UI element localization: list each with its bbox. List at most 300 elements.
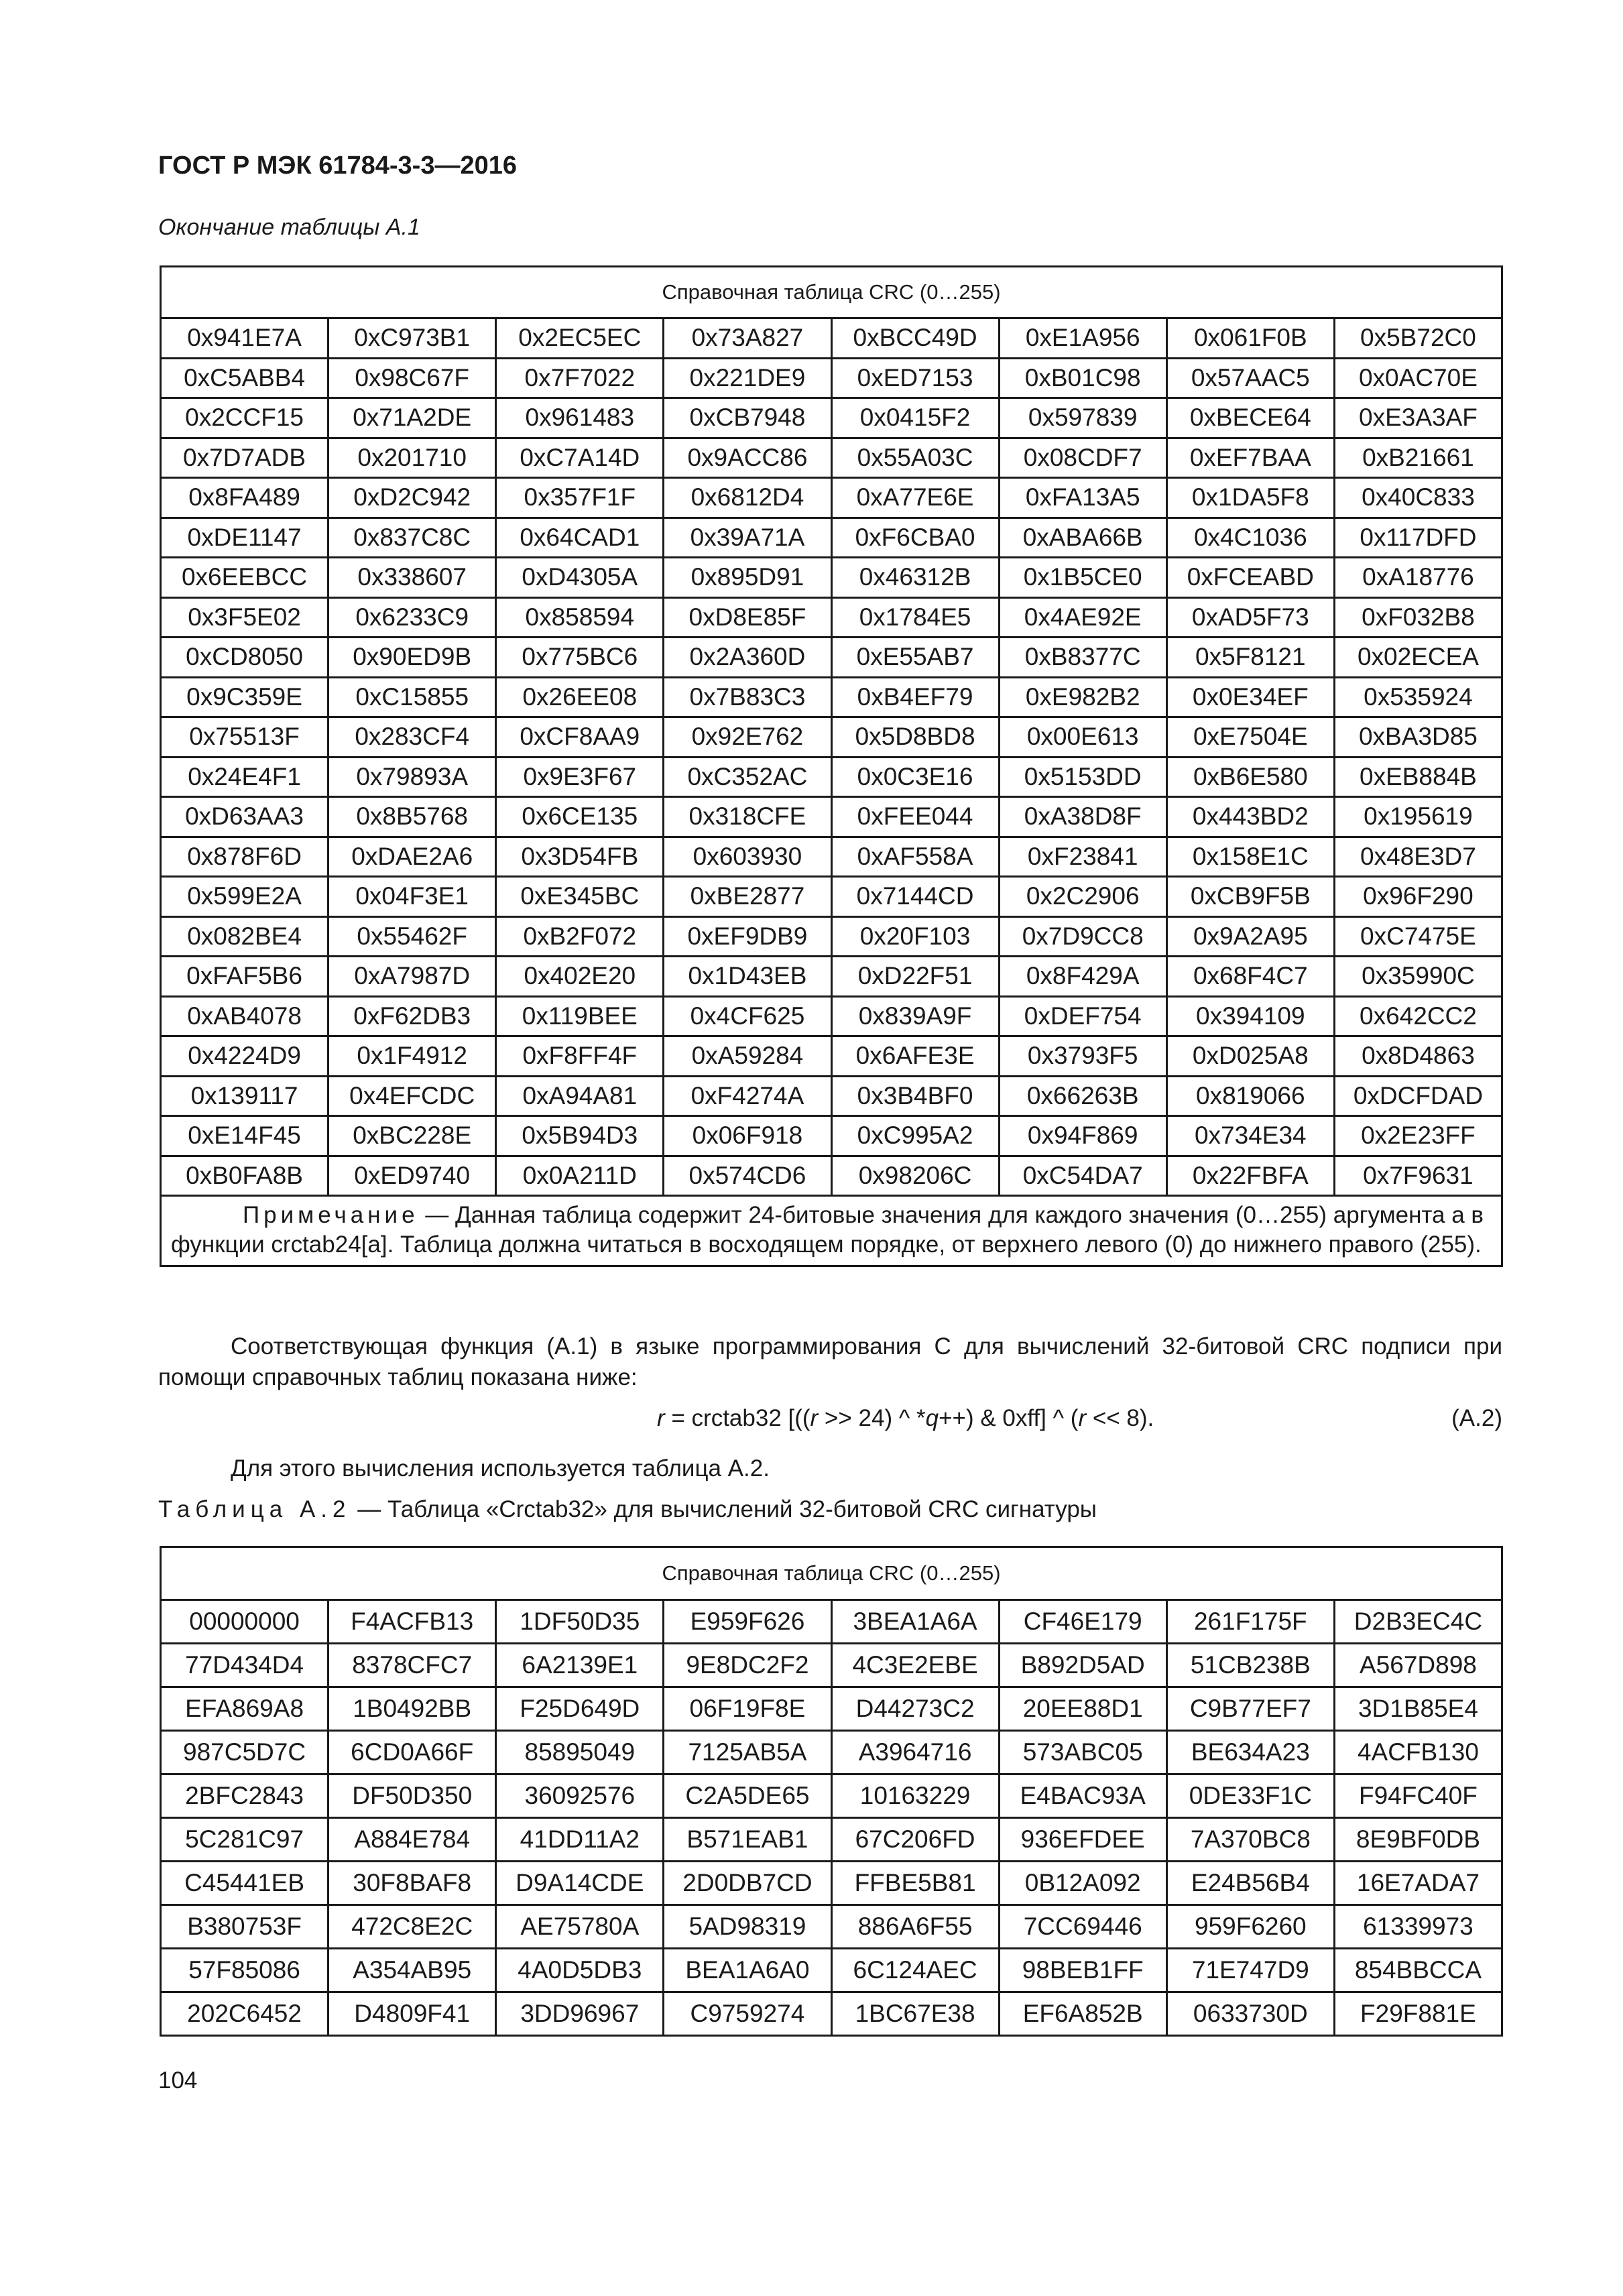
table-cell: 9E8DC2F2 [664, 1644, 831, 1687]
table-cell: 0x775BC6 [496, 638, 664, 678]
table-cell: AE75780A [496, 1905, 664, 1949]
table-cell: 0x0415F2 [831, 398, 999, 438]
table-cell: BE634A23 [1166, 1731, 1334, 1774]
table-cell: 0x4C1036 [1166, 518, 1334, 558]
table-cell: 0xC5ABB4 [161, 358, 328, 398]
table-cell: 0x819066 [1166, 1076, 1334, 1116]
table-cell: 573ABC05 [999, 1731, 1166, 1774]
table-cell: 0x139117 [161, 1076, 328, 1116]
table-cell: 0xA94A81 [496, 1076, 664, 1116]
table-cell: 987C5D7C [161, 1731, 328, 1774]
table-cell: 7125AB5A [664, 1731, 831, 1774]
table-cell: 472C8E2C [328, 1905, 496, 1949]
table-cell: 0xFAF5B6 [161, 957, 328, 997]
table-cell: 0x0AC70E [1334, 358, 1502, 398]
table-cell: 0xD2C942 [328, 478, 496, 518]
table-cell: 0xD8E85F [664, 597, 831, 638]
table-cell: 0xE7504E [1166, 717, 1334, 758]
table-cell: 0x35990C [1334, 957, 1502, 997]
table-cell: 5C281C97 [161, 1818, 328, 1862]
table-cell: 85895049 [496, 1731, 664, 1774]
table-cell: B892D5AD [999, 1644, 1166, 1687]
table-cell: EFA869A8 [161, 1687, 328, 1731]
table-cell: 0x68F4C7 [1166, 957, 1334, 997]
table-cell: F29F881E [1334, 1992, 1502, 2036]
table-cell: 0x55A03C [831, 438, 999, 478]
table-cell: 0x574CD6 [664, 1156, 831, 1196]
table-cell: 0xA7987D [328, 957, 496, 997]
table-cell: 0xC973B1 [328, 318, 496, 359]
table-cell: 0x318CFE [664, 797, 831, 837]
table-cell: 0x117DFD [1334, 518, 1502, 558]
formula-part-1: = crctab32 [(( [664, 1405, 810, 1431]
table-cell: 0xA59284 [664, 1036, 831, 1077]
table-cell: 1DF50D35 [496, 1600, 664, 1644]
table-cell: 0x158E1C [1166, 837, 1334, 877]
table-cell: 0x8F429A [999, 957, 1166, 997]
table-cell: 0x0C3E16 [831, 757, 999, 797]
table-cell: 0x7144CD [831, 877, 999, 917]
table-cell: 0xB2F072 [496, 916, 664, 957]
table-cell: 0x402E20 [496, 957, 664, 997]
table-a1-note-row [161, 1196, 1502, 1266]
table-cell: 0x8FA489 [161, 478, 328, 518]
table-cell: 854BBCCA [1334, 1949, 1502, 1992]
crc32-table-body [161, 1547, 1502, 2036]
table-cell: 0x46312B [831, 558, 999, 598]
table-cell: 0x839A9F [831, 996, 999, 1036]
formula-var-r-3: r [1078, 1405, 1087, 1431]
table-cell: 0x7D9CC8 [999, 916, 1166, 957]
table-row [161, 1862, 1502, 1905]
table-row [161, 837, 1502, 877]
table-a2-caption [158, 1496, 1097, 1523]
table-cell: 0xBE2877 [664, 877, 831, 917]
table-cell: 2BFC2843 [161, 1774, 328, 1818]
table-cell: 0x5B94D3 [496, 1116, 664, 1156]
table-cell: 0x603930 [664, 837, 831, 877]
formula-var-q: q [925, 1405, 939, 1431]
table-cell: 0x94F869 [999, 1116, 1166, 1156]
table-cell: 0xED9740 [328, 1156, 496, 1196]
table-cell: 0x119BEE [496, 996, 664, 1036]
table-row [161, 1156, 1502, 1196]
table-cell: 6CD0A66F [328, 1731, 496, 1774]
table-row [161, 1818, 1502, 1862]
table-cell: 30F8BAF8 [328, 1862, 496, 1905]
table-cell: 0x1B5CE0 [999, 558, 1166, 598]
table-cell: 00000000 [161, 1600, 328, 1644]
table-cell: 0x597839 [999, 398, 1166, 438]
table-cell: 0xEF9DB9 [664, 916, 831, 957]
table-cell: 0xB0FA8B [161, 1156, 328, 1196]
table-cell: 0x1DA5F8 [1166, 478, 1334, 518]
table-cell: 0xAF558A [831, 837, 999, 877]
table-cell: 7A370BC8 [1166, 1818, 1334, 1862]
table-cell: F25D649D [496, 1687, 664, 1731]
table-row [161, 1731, 1502, 1774]
table-a2-title: Справочная таблица CRC (0…255) [161, 1547, 1502, 1600]
table-cell: 0x837C8C [328, 518, 496, 558]
table-cell: 0xE3A3AF [1334, 398, 1502, 438]
table-cell: 0xAD5F73 [1166, 597, 1334, 638]
table-cell: 0xD4305A [496, 558, 664, 598]
table-cell: B380753F [161, 1905, 328, 1949]
table-row [161, 518, 1502, 558]
paragraph-table-reference: Для этого вычисления используется таблица А.2. [231, 1455, 770, 1482]
table-cell: C2A5DE65 [664, 1774, 831, 1818]
table-cell: C9B77EF7 [1166, 1687, 1334, 1731]
table-cell: C9759274 [664, 1992, 831, 2036]
table-cell: 0x66263B [999, 1076, 1166, 1116]
table-cell: 0x24E4F1 [161, 757, 328, 797]
formula-var-r: r [657, 1405, 665, 1431]
table-cell: 0x8D4863 [1334, 1036, 1502, 1077]
table-cell: 6C124AEC [831, 1949, 999, 1992]
table-cell: 0x082BE4 [161, 916, 328, 957]
table-cell: 0x535924 [1334, 677, 1502, 717]
table-cell: 0x92E762 [664, 717, 831, 758]
table-cell: 0x642CC2 [1334, 996, 1502, 1036]
table-row [161, 1644, 1502, 1687]
table-cell: 41DD11A2 [496, 1818, 664, 1862]
table-cell: E24B56B4 [1166, 1862, 1334, 1905]
table-cell: 3D1B85E4 [1334, 1687, 1502, 1731]
table-cell: 0xF4274A [664, 1076, 831, 1116]
table-a2-title-row [161, 1547, 1502, 1600]
table-cell: 0xE982B2 [999, 677, 1166, 717]
table-cell: 0xBCC49D [831, 318, 999, 359]
table-cell: 3BEA1A6A [831, 1600, 999, 1644]
table-cell: 0x7F7022 [496, 358, 664, 398]
table-cell: 06F19F8E [664, 1687, 831, 1731]
table-cell: A884E784 [328, 1818, 496, 1862]
table-cell: 0x9ACC86 [664, 438, 831, 478]
table-cell: 2D0DB7CD [664, 1862, 831, 1905]
table-cell: 0x20F103 [831, 916, 999, 957]
table-cell: 0x71A2DE [328, 398, 496, 438]
table-row [161, 996, 1502, 1036]
table-cell: D9A14CDE [496, 1862, 664, 1905]
table-row [161, 398, 1502, 438]
table-cell: B571EAB1 [664, 1818, 831, 1862]
table-cell: D44273C2 [831, 1687, 999, 1731]
table-cell: 98BEB1FF [999, 1949, 1166, 1992]
table-cell: 0x9E3F67 [496, 757, 664, 797]
table-cell: 0x08CDF7 [999, 438, 1166, 478]
table-cell: 61339973 [1334, 1905, 1502, 1949]
table-cell: 0xFA13A5 [999, 478, 1166, 518]
table-cell: 0x1F4912 [328, 1036, 496, 1077]
table-cell: 0x3B4BF0 [831, 1076, 999, 1116]
table-cell: 0x2E23FF [1334, 1116, 1502, 1156]
table-cell: 0xF23841 [999, 837, 1166, 877]
table-cell: DF50D350 [328, 1774, 496, 1818]
table-row [161, 438, 1502, 478]
table-a2-caption-text: — Таблица «Crctab32» для вычислений 32-битовой CRC сигнатуры [351, 1496, 1097, 1522]
table-cell: 0x061F0B [1166, 318, 1334, 359]
table-cell: 0x443BD2 [1166, 797, 1334, 837]
table-cell: F4ACFB13 [328, 1600, 496, 1644]
table-cell: 0633730D [1166, 1992, 1334, 2036]
table-cell: 0xBECE64 [1166, 398, 1334, 438]
table-row [161, 677, 1502, 717]
table-cell: 0x4CF625 [664, 996, 831, 1036]
table-cell: A354AB95 [328, 1949, 496, 1992]
table-cell: 0x2A360D [664, 638, 831, 678]
table-cell: 0DE33F1C [1166, 1774, 1334, 1818]
table-cell: 0xC54DA7 [999, 1156, 1166, 1196]
page-number: 104 [158, 2067, 198, 2094]
table-cell: 0x895D91 [664, 558, 831, 598]
table-cell: 261F175F [1166, 1600, 1334, 1644]
table-cell: 0x2CCF15 [161, 398, 328, 438]
table-cell: 0x98206C [831, 1156, 999, 1196]
table-cell: 0xBC228E [328, 1116, 496, 1156]
table-cell: 0x39A71A [664, 518, 831, 558]
table-cell: 0xD22F51 [831, 957, 999, 997]
table-cell: 0x26EE08 [496, 677, 664, 717]
table-cell: 0xE345BC [496, 877, 664, 917]
table-row [161, 358, 1502, 398]
table-cell: 0xFEE044 [831, 797, 999, 837]
table-cell: 0x1D43EB [664, 957, 831, 997]
table-cell: 0x283CF4 [328, 717, 496, 758]
table-cell: 0x40C833 [1334, 478, 1502, 518]
table-cell: 0xC352AC [664, 757, 831, 797]
table-cell: 4C3E2EBE [831, 1644, 999, 1687]
table-cell: 0x0E34EF [1166, 677, 1334, 717]
table-cell: 0xDCFDAD [1334, 1076, 1502, 1116]
table-row [161, 1992, 1502, 2036]
table-cell: 0x5B72C0 [1334, 318, 1502, 359]
table-cell: 0xE14F45 [161, 1116, 328, 1156]
table-cell: 0x8B5768 [328, 797, 496, 837]
table-row [161, 597, 1502, 638]
table-cell: 0xF8FF4F [496, 1036, 664, 1077]
table-cell: 4A0D5DB3 [496, 1949, 664, 1992]
table-row [161, 1076, 1502, 1116]
table-cell: 0xDAE2A6 [328, 837, 496, 877]
table-row [161, 1774, 1502, 1818]
table-cell: 0xD63AA3 [161, 797, 328, 837]
table-cell: 0xCD8050 [161, 638, 328, 678]
table-cell: 0xE1A956 [999, 318, 1166, 359]
table-a1-title: Справочная таблица CRC (0…255) [161, 267, 1502, 318]
table-cell: 0x5153DD [999, 757, 1166, 797]
table-cell: 0x2C2906 [999, 877, 1166, 917]
table-cell: FFBE5B81 [831, 1862, 999, 1905]
table-cell: 0x961483 [496, 398, 664, 438]
table-cell: 8378CFC7 [328, 1644, 496, 1687]
table-cell: 1BC67E38 [831, 1992, 999, 2036]
table-cell: 0x55462F [328, 916, 496, 957]
table-cell: 51CB238B [1166, 1644, 1334, 1687]
table-cell: F94FC40F [1334, 1774, 1502, 1818]
table-row [161, 877, 1502, 917]
table-row [161, 757, 1502, 797]
table-cell: 0x734E34 [1166, 1116, 1334, 1156]
table-cell: 0x4EFCDC [328, 1076, 496, 1116]
table-row [161, 717, 1502, 758]
table-cell: 0x7B83C3 [664, 677, 831, 717]
table-row [161, 797, 1502, 837]
table-cell: 7CC69446 [999, 1905, 1166, 1949]
table-cell: 6A2139E1 [496, 1644, 664, 1687]
table-cell: 0xEF7BAA [1166, 438, 1334, 478]
table-row [161, 558, 1502, 598]
table-cell: 1B0492BB [328, 1687, 496, 1731]
table-cell: BEA1A6A0 [664, 1949, 831, 1992]
table-a1-caption: Окончание таблицы А.1 [158, 215, 420, 240]
table-cell: 0xB01C98 [999, 358, 1166, 398]
table-cell: 0x4AE92E [999, 597, 1166, 638]
table-cell: 0xCB9F5B [1166, 877, 1334, 917]
table-cell: 0xE55AB7 [831, 638, 999, 678]
table-note [161, 1196, 1502, 1266]
table-cell: 0x201710 [328, 438, 496, 478]
table-cell: 886A6F55 [831, 1905, 999, 1949]
table-cell: 0xF6CBA0 [831, 518, 999, 558]
table-cell: A3964716 [831, 1731, 999, 1774]
table-cell: 0xD025A8 [1166, 1036, 1334, 1077]
table-cell: 0x22FBFA [1166, 1156, 1334, 1196]
formula-part-3: ++) & 0xff] ^ ( [939, 1405, 1079, 1431]
table-cell: EF6A852B [999, 1992, 1166, 2036]
table-cell: 4ACFB130 [1334, 1731, 1502, 1774]
table-cell: 0x7D7ADB [161, 438, 328, 478]
table-a1-title-row [161, 267, 1502, 318]
table-cell: C45441EB [161, 1862, 328, 1905]
table-cell: 0x04F3E1 [328, 877, 496, 917]
table-cell: 0x2EC5EC [496, 318, 664, 359]
crc24-table [160, 265, 1503, 1267]
formula-part-4: << 8). [1086, 1405, 1154, 1431]
table-cell: 0x3793F5 [999, 1036, 1166, 1077]
table-row [161, 1116, 1502, 1156]
formula-number: (А.2) [1451, 1405, 1502, 1431]
table-cell: 0x5D8BD8 [831, 717, 999, 758]
table-cell: 0x64CAD1 [496, 518, 664, 558]
table-cell: 0x5F8121 [1166, 638, 1334, 678]
table-cell: 0x9C359E [161, 677, 328, 717]
table-cell: 0x96F290 [1334, 877, 1502, 917]
table-cell: 959F6260 [1166, 1905, 1334, 1949]
table-cell: 0x6812D4 [664, 478, 831, 518]
table-cell: 0x00E613 [999, 717, 1166, 758]
table-row [161, 1600, 1502, 1644]
paragraph-function-description: Соответствующая функция (А.1) в языке программирования C для вычислений 32-битовой CRC подписи при помощи справочных таблиц показана ниже: [158, 1333, 1502, 1390]
table-row [161, 638, 1502, 678]
table-cell: 71E747D9 [1166, 1949, 1334, 1992]
table-cell: 0xED7153 [831, 358, 999, 398]
table-row [161, 1036, 1502, 1077]
table-cell: 0x4224D9 [161, 1036, 328, 1077]
table-cell: 0x221DE9 [664, 358, 831, 398]
table-cell: 0xA18776 [1334, 558, 1502, 598]
table-cell: 0x7F9631 [1334, 1156, 1502, 1196]
table-cell: D4809F41 [328, 1992, 496, 2036]
table-cell: 0xA77E6E [831, 478, 999, 518]
table-cell: 0x02ECEA [1334, 638, 1502, 678]
table-cell: 0xB6E580 [1166, 757, 1334, 797]
table-cell: 8E9BF0DB [1334, 1818, 1502, 1862]
table-cell: 0x599E2A [161, 877, 328, 917]
table-cell: 10163229 [831, 1774, 999, 1818]
table-a2-caption-label: Таблица А.2 [158, 1496, 351, 1522]
table-cell: 0xF032B8 [1334, 597, 1502, 638]
table-cell: 57F85086 [161, 1949, 328, 1992]
table-cell: 0x1784E5 [831, 597, 999, 638]
formula-part-2: >> 24) ^ * [818, 1405, 926, 1431]
note-text: — Данная таблица содержит 24-битовые значения для каждого значения (0…255) аргумента а в функции crctab24[a]. Таблица должна читаться в восходящем порядке, от верхнего левого (0) до нижнего правого (255). [171, 1202, 1484, 1258]
table-cell: 0x858594 [496, 597, 664, 638]
table-cell: 0x357F1F [496, 478, 664, 518]
table-cell: 936EFDEE [999, 1818, 1166, 1862]
table-cell: CF46E179 [999, 1600, 1166, 1644]
table-cell: D2B3EC4C [1334, 1600, 1502, 1644]
table-cell: 0x6233C9 [328, 597, 496, 638]
table-row [161, 957, 1502, 997]
table-cell: 0xDE1147 [161, 518, 328, 558]
table-cell: 202C6452 [161, 1992, 328, 2036]
table-cell: A567D898 [1334, 1644, 1502, 1687]
formula-a2 [657, 1405, 1154, 1432]
table-cell: 0xA38D8F [999, 797, 1166, 837]
table-cell: 0x75513F [161, 717, 328, 758]
note-label: Примечание [242, 1202, 419, 1228]
page-header-title: ГОСТ Р МЭК 61784-3-3—2016 [158, 152, 517, 180]
table-row [161, 318, 1502, 359]
table-cell: 0xB8377C [999, 638, 1166, 678]
table-row [161, 916, 1502, 957]
table-cell: 0xC7475E [1334, 916, 1502, 957]
table-cell: 0x48E3D7 [1334, 837, 1502, 877]
table-cell: 0x06F918 [664, 1116, 831, 1156]
crc24-table-body [161, 267, 1502, 1266]
table-row [161, 1687, 1502, 1731]
table-cell: 0xDEF754 [999, 996, 1166, 1036]
table-row [161, 1905, 1502, 1949]
table-cell: 0B12A092 [999, 1862, 1166, 1905]
table-cell: 0x878F6D [161, 837, 328, 877]
crc32-table [160, 1546, 1503, 2037]
table-cell: 0x57AAC5 [1166, 358, 1334, 398]
table-cell: 0x0A211D [496, 1156, 664, 1196]
table-cell: 36092576 [496, 1774, 664, 1818]
formula-var-r-2: r [810, 1405, 819, 1431]
table-cell: E959F626 [664, 1600, 831, 1644]
table-cell: 0xFCEABD [1166, 558, 1334, 598]
table-cell: 0x9A2A95 [1166, 916, 1334, 957]
table-cell: 0xB4EF79 [831, 677, 999, 717]
table-cell: 0x98C67F [328, 358, 496, 398]
table-cell: 0xAB4078 [161, 996, 328, 1036]
table-cell: 0x79893A [328, 757, 496, 797]
table-cell: 0x90ED9B [328, 638, 496, 678]
table-cell: 0xEB884B [1334, 757, 1502, 797]
table-cell: 0x338607 [328, 558, 496, 598]
table-cell: 0x941E7A [161, 318, 328, 359]
table-cell: 3DD96967 [496, 1992, 664, 2036]
table-cell: 0xCF8AA9 [496, 717, 664, 758]
table-cell: 0xF62DB3 [328, 996, 496, 1036]
table-cell: 0x73A827 [664, 318, 831, 359]
table-cell: 0xC15855 [328, 677, 496, 717]
table-row [161, 478, 1502, 518]
table-cell: 0x6EEBCC [161, 558, 328, 598]
table-cell: 0xC7A14D [496, 438, 664, 478]
